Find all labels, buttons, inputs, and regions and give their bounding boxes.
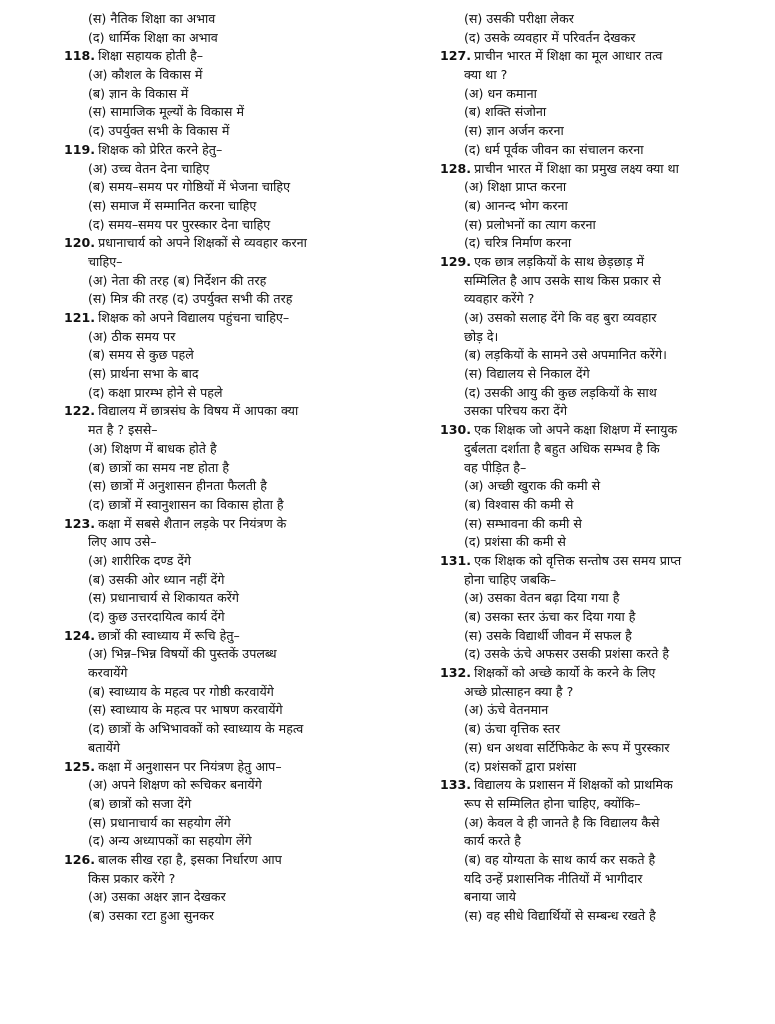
right-column — [440, 10, 740, 926]
question-number: 130. — [440, 422, 472, 438]
question-number: 128. — [440, 160, 472, 176]
option-line: (स) प्रधानाचार्य से शिकायत करेंगे — [88, 590, 240, 606]
option-line: (स) सामाजिक मूल्यों के विकास में — [88, 104, 244, 120]
option-line: (ब) समय से कुछ पहले — [88, 347, 194, 363]
option-line: (अ) केवल वे ही जानते है कि विद्यालय कैसे — [464, 814, 660, 830]
question-number: 133. — [440, 777, 472, 793]
option-line: (द) उसके व्यवहार में परिवर्तन देखकर — [464, 29, 636, 45]
continuation-line: रूप से सम्मिलित होना चाहिए, क्योंकि– — [464, 795, 641, 811]
question-line — [64, 515, 394, 534]
question-line — [64, 141, 394, 160]
continuation-line: मत है ? इससे– — [88, 422, 158, 438]
continuation-line: चाहिए– — [88, 253, 123, 269]
option-line: (ब) समय–समय पर गोष्ठियों में भेजना चाहिए — [88, 179, 291, 195]
option-line: (द) अन्य अध्यापकों का सहयोग लेंगे — [88, 833, 252, 849]
question-text: एक शिक्षक को वृत्तिक सन्तोष उस समय प्राप्त — [474, 552, 682, 568]
option-line: (स) वह सीधे विद्यार्थियों से सम्बन्ध रखते है — [464, 908, 656, 923]
continuation-line: बनाया जाये — [464, 889, 516, 905]
question-line — [440, 552, 740, 571]
option-line: (अ) अपने शिक्षण को रूचिकर बनायेंगे — [88, 777, 262, 793]
continuation-line: वह पीड़ित है– — [464, 459, 527, 475]
option-line: (अ) शिक्षण में बाधक होते है — [88, 440, 217, 456]
option-line: (स) उसकी परीक्षा लेकर — [464, 11, 574, 26]
question-line — [440, 160, 740, 179]
option-line: (ब) उसका स्तर ऊंचा कर दिया गया है — [464, 609, 636, 624]
option-line: (अ) ऊंचे वेतनमान — [464, 702, 549, 718]
question-line — [64, 234, 394, 253]
question-number: 118. — [64, 48, 96, 64]
question-number: 127. — [440, 48, 472, 64]
question-text: प्राचीन भारत में शिक्षा का मूल आधार तत्व — [474, 48, 663, 64]
question-line — [64, 309, 394, 328]
question-number: 122. — [64, 403, 96, 419]
continuation-line: सम्मिलित है आप उसके साथ किस प्रकार से — [464, 272, 661, 288]
option-line: (अ) उसका अक्षर ज्ञान देखकर — [88, 889, 226, 905]
option-line: (अ) ठीक समय पर — [88, 328, 176, 344]
option-line: (स) समाज में सम्मानित करना चाहिए — [88, 197, 257, 213]
option-line: (ब) उसका रटा हुआ सुनकर — [88, 908, 215, 923]
option-line: (द) प्रशंसकों द्वारा प्रशंसा — [464, 758, 577, 774]
question-text: प्रधानाचार्य को अपने शिक्षकों से व्यवहार करना — [98, 235, 307, 251]
question-line — [440, 421, 740, 440]
option-line: (अ) नेता की तरह (ब) निर्देशन की तरह — [88, 272, 267, 288]
continuation-line: व्यवहार करेंगे ? — [464, 291, 535, 307]
option-line: (द) समय–समय पर पुरस्कार देना चाहिए — [88, 216, 271, 232]
question-number: 131. — [440, 552, 472, 568]
option-line: (ब) वह योग्यता के साथ कार्य कर सकते है — [464, 851, 656, 867]
continuation-line: दुर्बलता दर्शाता है बहुत अधिक सम्भव है कि — [464, 440, 660, 456]
option-line: (स) प्रलोभनों का त्याग करना — [464, 216, 596, 232]
question-text: विद्यालय के प्रशासन में शिक्षकों को प्राथमिक — [474, 777, 673, 793]
option-line: (द) उसके ऊंचे अफसर उसकी प्रशंसा करते है — [464, 646, 670, 662]
question-line — [64, 851, 394, 870]
question-number: 119. — [64, 141, 96, 157]
option-line: (ब) ऊंचा वृत्तिक स्तर — [464, 721, 561, 737]
question-number: 124. — [64, 627, 96, 643]
continuation-line: करवायेंगे — [88, 665, 128, 681]
question-text: कक्षा में अनुशासन पर नियंत्रण हेतु आप– — [98, 758, 282, 774]
question-number: 120. — [64, 235, 96, 251]
question-text: कक्षा में सबसे शैतान लड़के पर नियंत्रण के — [98, 515, 287, 531]
option-line: (ब) शक्ति संजोना — [464, 104, 547, 120]
option-line: (ब) विश्वास की कमी से — [464, 496, 574, 512]
continuation-line: अच्छे प्रोत्साहन क्या है ? — [464, 683, 574, 699]
continuation-line: किस प्रकार करेंगे ? — [88, 870, 176, 886]
option-line: (ब) स्वाध्याय के महत्व पर गोष्ठी करवायेंगे — [88, 683, 274, 699]
left-column — [64, 10, 394, 926]
option-line: (स) प्रधानाचार्य का सहयोग लेंगे — [88, 814, 231, 830]
question-line — [440, 47, 740, 66]
continuation-line: लिए आप उसे– — [88, 534, 157, 550]
question-text: विद्यालय में छात्रसंघ के विषय में आपका क्या — [98, 403, 299, 419]
option-line: (द) प्रशंसा की कमी से — [464, 534, 566, 550]
question-line — [440, 664, 740, 683]
continuation-line: उसका परिचय करा देंगे — [464, 403, 568, 419]
option-line: (ब) उसकी ओर ध्यान नहीं देंगे — [88, 571, 225, 587]
question-number: 125. — [64, 758, 96, 774]
question-line — [64, 402, 394, 421]
question-text: एक छात्र लड़कियों के साथ छेड़छाड़ में — [474, 253, 644, 269]
option-line: (स) स्वाध्याय के महत्व पर भाषण करवायेंगे — [88, 702, 283, 718]
question-text: बालक सीख रहा है, इसका निर्धारण आप — [98, 851, 282, 867]
option-line: (द) कक्षा प्रारम्भ होने से पहले — [88, 384, 223, 400]
option-line: (अ) उसको सलाह देंगे कि वह बुरा व्यवहार — [464, 310, 657, 325]
question-text: शिक्षक को अपने विद्यालय पहुंचना चाहिए– — [98, 310, 290, 325]
continuation-line: क्या था ? — [464, 67, 508, 83]
option-line: (अ) भिन्न–भिन्न विषयों की पुस्तकें उपलब्ध — [88, 646, 277, 662]
option-line: (स) धन अथवा सर्टिफिकेट के रूप में पुरस्कार — [464, 739, 670, 755]
option-line: (द) धर्म पूर्वक जीवन का संचालन करना — [464, 141, 644, 157]
option-line: (ब) लड़कियों के सामने उसे अपमानित करेंगे। — [464, 347, 667, 363]
option-line: (ब) छात्रों को सजा देंगे — [88, 795, 192, 811]
question-number: 126. — [64, 851, 96, 867]
question-text: शिक्षकों को अच्छे कार्यो के करने के लिए — [474, 665, 656, 681]
option-line: (स) मित्र की तरह (द) उपर्युक्त सभी की तरह — [88, 291, 293, 307]
option-line: (स) सम्भावना की कमी से — [464, 515, 582, 531]
option-line: (अ) उसका वेतन बढ़ा दिया गया है — [464, 590, 620, 606]
option-line: (स) नैतिक शिक्षा का अभाव — [88, 11, 216, 26]
question-number: 132. — [440, 665, 472, 681]
option-line: (द) छात्रों में स्वानुशासन का विकास होता है — [88, 496, 284, 512]
option-line: (अ) उच्च वेतन देना चाहिए — [88, 160, 210, 176]
question-text: छात्रों की स्वाध्याय में रूचि हेतु– — [98, 627, 240, 643]
option-line: (द) उपर्युक्त सभी के विकास में — [88, 123, 230, 139]
option-line: (अ) शारीरिक दण्ड देंगे — [88, 552, 191, 568]
option-line: (स) विद्यालय से निकाल देंगे — [464, 366, 590, 382]
question-number: 121. — [64, 310, 96, 325]
option-line: (स) उसके विद्यार्थी जीवन में सफल है — [464, 627, 632, 643]
continuation-line: होना चाहिए जबकि– — [464, 571, 557, 587]
continuation-line: यदि उन्हें प्रशासनिक नीतियों में भागीदार — [464, 870, 643, 886]
option-line: (द) कुछ उत्तरदायित्व कार्य देंगे — [88, 609, 225, 624]
question-number: 129. — [440, 253, 472, 269]
option-line: (स) छात्रों में अनुशासन हीनता फैलती है — [88, 478, 267, 494]
option-line: (द) धार्मिक शिक्षा का अभाव — [88, 29, 218, 45]
option-line: (द) उसकी आयु की कुछ लड़कियों के साथ — [464, 384, 657, 400]
option-line: (ब) आनन्द भोग करना — [464, 197, 568, 213]
option-line: (अ) कौशल के विकास में — [88, 67, 203, 83]
continuation-line: कार्य करते है — [464, 833, 521, 849]
question-line — [440, 253, 740, 272]
question-line — [64, 47, 394, 66]
question-number: 123. — [64, 515, 96, 531]
question-text: शिक्षा सहायक होती है– — [98, 48, 204, 64]
option-line: (ब) ज्ञान के विकास में — [88, 85, 189, 101]
continuation-line: बतायेंगे — [88, 739, 121, 755]
option-line: (स) प्रार्थना सभा के बाद — [88, 366, 199, 382]
option-line: (अ) अच्छी खुराक की कमी से — [464, 478, 601, 494]
question-line — [440, 776, 740, 795]
option-line: (अ) धन कमाना — [464, 85, 537, 101]
option-line: (द) चरित्र निर्माण करना — [464, 235, 572, 251]
option-line: (ब) छात्रों का समय नष्ट होता है — [88, 459, 230, 475]
question-text: एक शिक्षक जो अपने कक्षा शिक्षण में स्नायुक — [474, 422, 678, 438]
option-line: (अ) शिक्षा प्राप्त करना — [464, 179, 567, 195]
question-line — [64, 627, 394, 646]
question-text: प्राचीन भारत में शिक्षा का प्रमुख लक्ष्य क्या था — [474, 160, 679, 176]
option-line: (द) छात्रों के अभिभावकों को स्वाध्याय के महत्व — [88, 721, 304, 737]
question-text: शिक्षक को प्रेरित करने हेतु– — [98, 141, 223, 157]
option-line: (स) ज्ञान अर्जन करना — [464, 123, 564, 139]
continuation-line: छोड़ दे। — [464, 328, 499, 344]
question-line — [64, 758, 394, 777]
